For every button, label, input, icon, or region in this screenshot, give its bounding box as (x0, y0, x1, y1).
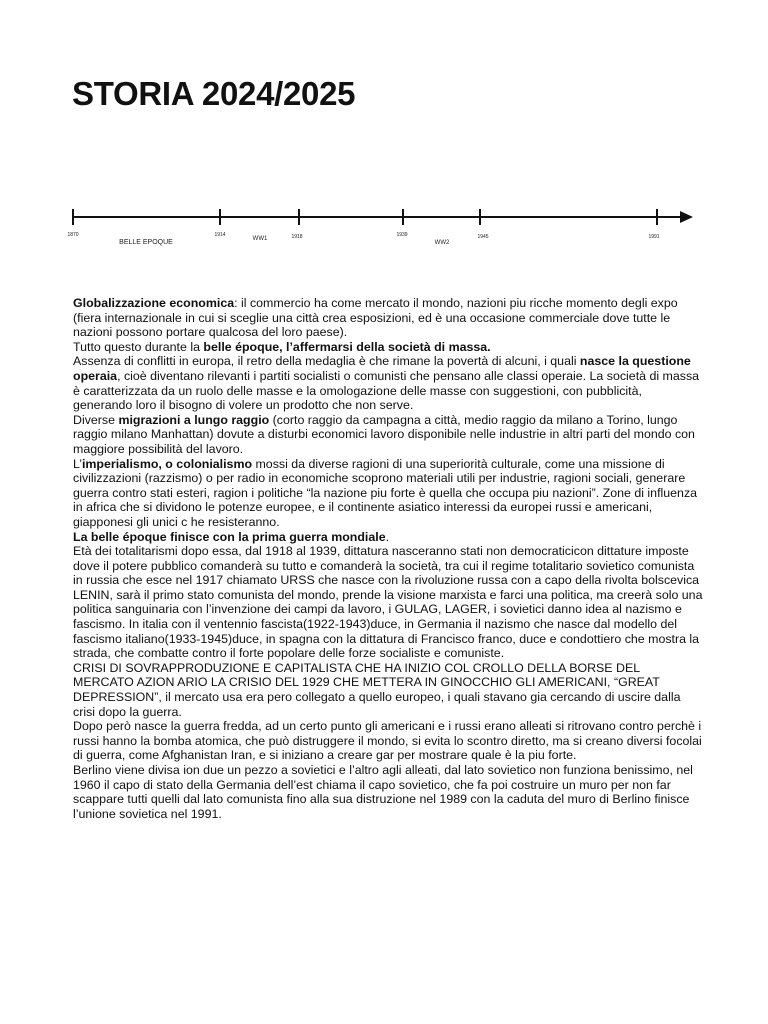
text-run: Berlino viene divisa ion due un pezzo a sovietici e l’altro agli alleati, dal lato sovietico non funziona benissimo, nel 1960 il capo di stato della Germania dell’est chiama il capo sovietico, che fa poi costruire un muro per non far scappare tutti quelli dal lato comunista fino alla sua distruzione nel 1989 con la caduta del muro di Berlino finisce l’unione sovietica nel 1991. (73, 763, 693, 821)
text-run: Tutto questo durante la (73, 339, 204, 354)
bold-text: nasce la questione operaia (73, 354, 691, 383)
paragraph (73, 413, 703, 457)
text-run: Diverse (73, 412, 119, 427)
text-run: Assenza di conflitti in europa, il retro della medaglia è che rimane la povertà di alcuni, i quali (73, 354, 580, 369)
text-run: CRISI DI SOVRAPPRODUZIONE E CAPITALISTA CHE HA INIZIO COL CROLLO DELLA BORSE DEL MERCATO AZION ARIO LA CRISIO DEL 1929 CHE METTERA IN GINOCCHIO GLI AMERICANI, “GREAT DEPRESSION”, il mercato usa era pero collegato a quello europeo, i quali stavano gia cercando di uscire dalla crisi dopo la guerra. (73, 660, 681, 719)
paragraph (73, 457, 703, 530)
paragraph (73, 763, 703, 821)
document-title: STORIA 2024/2025 (72, 75, 356, 112)
text-run: : il commercio ha come mercato il mondo, nazioni piu ricche momento degli expo (fiera internazionale in cui si sceglie una città crea esposizioni, ed è una occasione commerciale dove tutte le nazioni possono portare qualcosa del loro paese). (73, 296, 678, 340)
bold-text: imperialismo, o colonialismo (81, 456, 253, 471)
timeline-tick-label: 1945 (477, 234, 489, 240)
text-run: mossi da diverse ragioni di una superiorità culturale, come una missione di civilizzazioni (razzismo) o per radio in economiche scoprono materiali utili per industrie, ragioni sociali, generare guerra contro stati esteri, ragion i politiche “la nazione piu forte è quella che occupa piu nazioni”. Zone di influenza in africa che si dividono le potenze europee, e il continente asiatico interessi da europei russi e americani, giapponesi gli unici c he resisteranno. (73, 456, 698, 529)
timeline-period-label: BELLE EPOQUE (119, 239, 173, 246)
paragraph (73, 530, 703, 545)
timeline-tick-label: 1918 (291, 234, 303, 240)
bold-text: Globalizzazione economica (73, 296, 235, 310)
paragraph (73, 296, 703, 340)
paragraph (73, 354, 703, 412)
bold-text: La belle époque finisce con la prima guerra mondiale (73, 529, 386, 544)
timeline-period-label: WW1 (252, 236, 268, 242)
text-run: Età dei totalitarismi dopo essa, dal 1918 al 1939, dittatura nasceranno stati non democraticicon dittature imposte dove il potere pubblico comanderà su tutto e comanderà la società, tra cui il regime totalitario sovietico comunista in russia che esce nel 1917 chiamato URSS che nasce con la rivoluzione russa con a capo della rivolta bolscevica LENIN, sarà il primo stato comunista del mondo, prende la visione marxista e farci una politica, ma creerà solo una politica sanguinaria con l’invenzione dei campi da lavoro, i GULAG, LAGER, i sovietici danno idea al nazismo e fascismo. In italia con il ventennio fascista(1922-1943)duce, in Germania il nazismo che nasce dal modello del fascismo italiano(1933-1945)duce, in spagna con la dittatura di Francisco franco, duce e condottiero che mostra la strada, che combatte contro il forte popolare delle forze socialiste e comuniste. (73, 544, 703, 661)
paragraph (73, 340, 703, 355)
text-run: , cioè diventano rilevanti i partiti socialisti o comunisti che pensano alle classi operaie. La società di massa è caratterizzata da un ruolo delle masse e la omologazione delle masse con suggestioni, con pubblicità, generando loro il bisogno di volere un prodotto che non serve. (73, 368, 700, 413)
timeline-tick-label: 1991 (648, 234, 660, 240)
paragraph (73, 661, 703, 719)
text-run: Dopo però nasce la guerra fredda, ad un certo punto gli americani e i russi erano alleati si ritrovano contro perchè i russi hanno la bomba atomica, che può distruggere il mondo, si evita lo scontro diretto, ma si creano diversi focolai di guerra, come Afghanistan Iran, e si iniziano a creare gar per mostrare quale è la piu forte. (73, 719, 702, 763)
text-run: . (385, 529, 390, 544)
bold-text: belle époque, l’affermarsi della società di massa. (203, 339, 491, 354)
text-run: (corto raggio da campagna a città, medio raggio da milano a Torino, lungo raggio milano Manhattan) dovute a disturbi economici lavoro disponibile nelle industrie in altri parti del mondo con maggiore possibilità del lavoro. (73, 412, 695, 456)
document-body (73, 296, 703, 821)
timeline (0, 200, 768, 260)
timeline-tick-label: 1914 (214, 232, 226, 238)
timeline-tick-label: 1870 (67, 232, 79, 238)
timeline-period-label: WW2 (434, 240, 450, 246)
timeline-tick-label: 1939 (396, 232, 408, 238)
timeline-arrowhead (680, 211, 693, 223)
paragraph (73, 719, 703, 763)
timeline-graphic (0, 200, 768, 260)
paragraph (73, 544, 703, 661)
bold-text: migrazioni a lungo raggio (118, 412, 270, 427)
text-run: L’ (73, 456, 82, 471)
